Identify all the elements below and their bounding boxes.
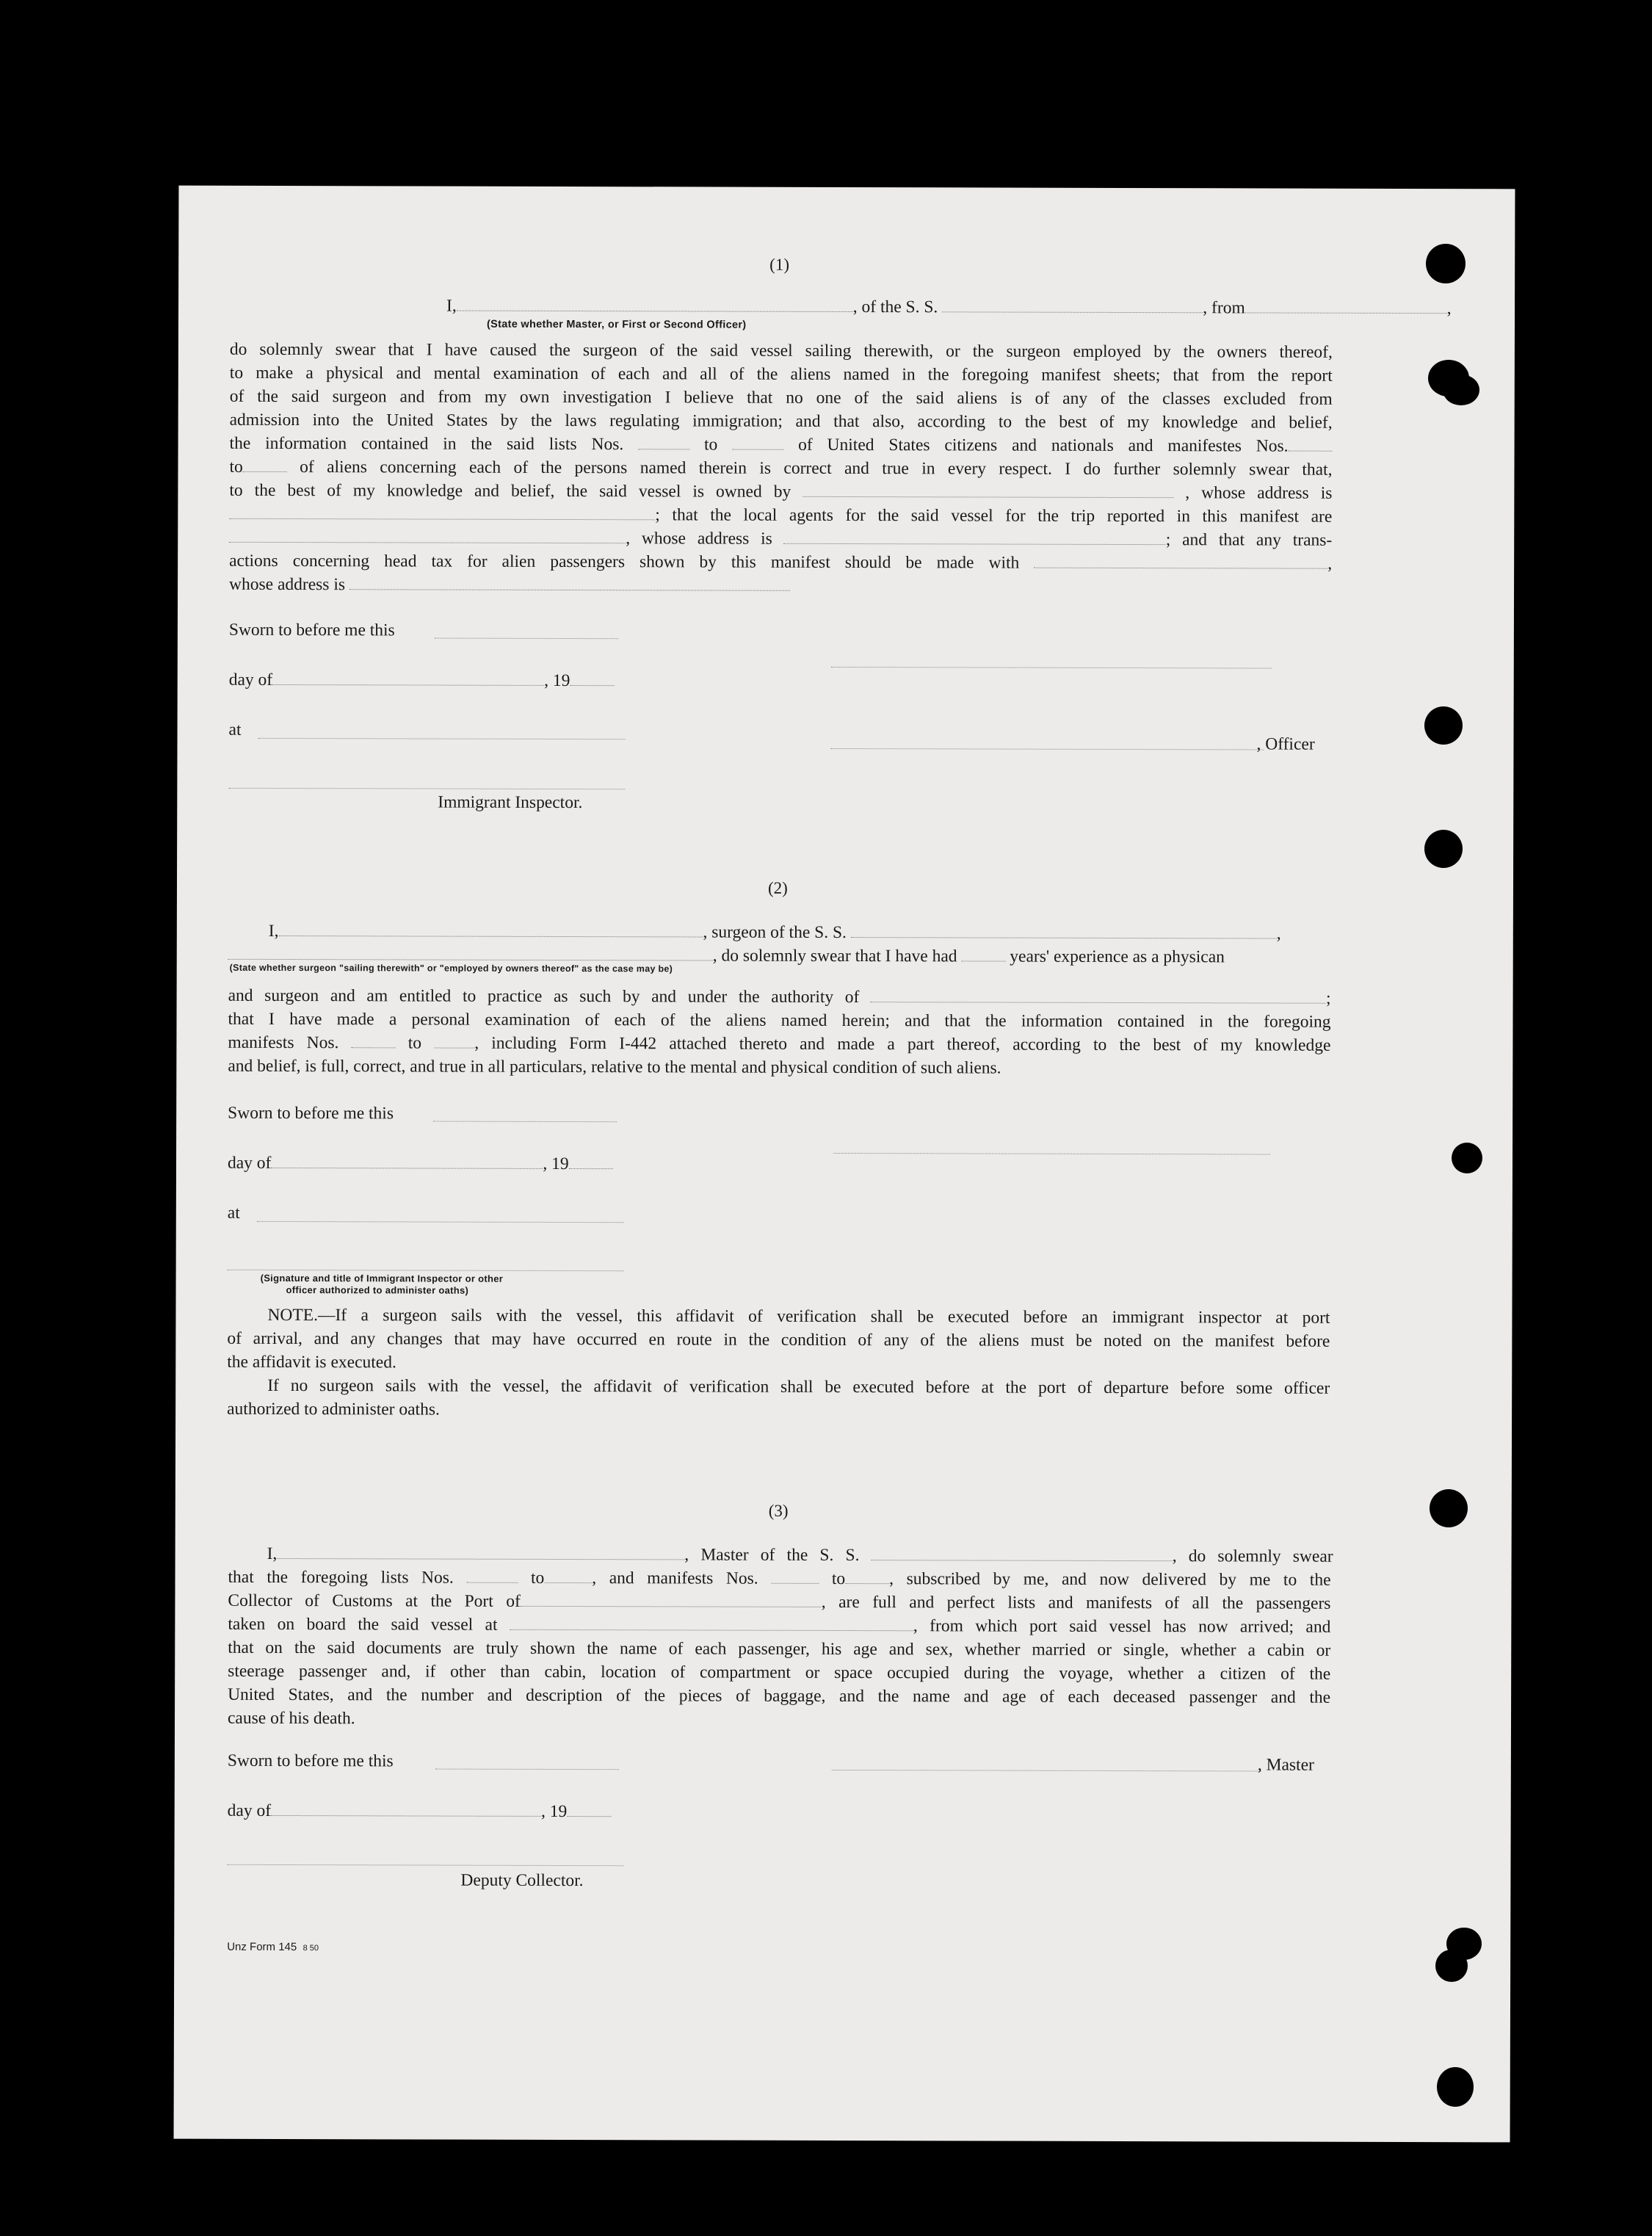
section-1-text-line: to make a physical and mental examination of each and all of the aliens named in the foregoing manifest sheets; that from the report bbox=[229, 363, 1333, 386]
section-2-caption: (State whether surgeon "sailing therewith" or "employed by owners thereof" as the case may be) bbox=[229, 962, 673, 974]
document-page bbox=[174, 186, 1515, 2143]
section-1-text-line: to the best of my knowledge and belief, the said vessel is owned by , whose address is bbox=[229, 480, 1333, 503]
section-1-text-line: the information contained in the said lists Nos. to of United States citizens and nationals and manifestes Nos. bbox=[230, 433, 1333, 459]
section-1-text-line: of the said surgeon and from my own investigation I believe that no one of the said aliens is of any of the classes excluded from bbox=[229, 386, 1333, 409]
punch-hole bbox=[1443, 375, 1479, 405]
blank bbox=[942, 298, 1203, 313]
note-line: the affidavit is executed. bbox=[227, 1352, 396, 1372]
section-2-text-line: manifests Nos. to , including Form I-442 attached thereto and made a part thereof, according to the best of my knowledge bbox=[228, 1032, 1331, 1055]
section-2-oath-line: I, , surgeon of the S. S. , bbox=[268, 921, 1281, 944]
section-3-text-line: that on the said documents are truly shown the name of each passenger, his age and sex, whether married or single, whether a cabin or bbox=[228, 1638, 1331, 1660]
note-line: authorized to administer oaths. bbox=[227, 1399, 440, 1419]
punch-hole bbox=[1424, 830, 1463, 868]
at-label: at bbox=[228, 720, 242, 739]
section-1-number: (1) bbox=[769, 255, 790, 274]
section-3-text-line: that the foregoing lists Nos. to , and manifests Nos. to , subscribed by me, and now delivered by me to the bbox=[228, 1567, 1331, 1590]
blank bbox=[1245, 299, 1447, 314]
at-blank bbox=[258, 738, 626, 739]
section-1-text-line: admission into the United States by the laws regulating immigration; and that also, according to the best of my knowledge and belief, bbox=[229, 410, 1333, 433]
section-1-text-line: whose address is bbox=[229, 574, 1332, 600]
punch-hole bbox=[1437, 2067, 1474, 2107]
at-blank bbox=[257, 1221, 624, 1223]
punch-hole bbox=[1426, 244, 1466, 283]
signature-blank bbox=[831, 667, 1272, 669]
day-of-label: day of , 19 bbox=[229, 670, 615, 691]
sworn-label: Sworn to before me this bbox=[228, 620, 395, 640]
sworn-blank bbox=[435, 638, 618, 640]
punch-hole bbox=[1424, 706, 1463, 745]
inspector-signature-blank bbox=[228, 1270, 624, 1271]
section-2-text-line: and surgeon and am entitled to practice as such by and under the authority of ; bbox=[228, 985, 1331, 1008]
note-line: of arrival, and any changes that may have occurred en route in the condition of any of the aliens must be noted on the manifest before bbox=[227, 1328, 1330, 1351]
section-3-text-line: Collector of Customs at the Port of , are full and perfect lists and manifests of all the passengers bbox=[228, 1591, 1331, 1613]
officer-blank bbox=[830, 748, 1264, 750]
section-1-oath-line: I, , of the S. S. , from , bbox=[446, 296, 1452, 319]
inspector-blank bbox=[228, 788, 625, 789]
sworn-label: Sworn to before me this bbox=[228, 1103, 394, 1124]
punch-hole bbox=[1452, 1143, 1482, 1173]
master-signature-blank bbox=[832, 1770, 1261, 1772]
punch-hole bbox=[1435, 1950, 1468, 1982]
section-1-text-line: ; that the local agents for the said vessel for the trip reported in this manifest are bbox=[229, 503, 1332, 529]
section-2-oath-line: , do solemnly swear that I have had years' experience as a physican bbox=[228, 944, 1225, 969]
sworn-blank bbox=[433, 1121, 617, 1123]
punch-hole bbox=[1430, 1489, 1468, 1527]
section-3-text-line: I, , Master of the S. S. , do solemnly swear bbox=[267, 1544, 1333, 1566]
deputy-collector-label: Deputy Collector. bbox=[460, 1870, 584, 1891]
section-2-number: (2) bbox=[767, 878, 788, 897]
pronoun: I, bbox=[446, 296, 457, 316]
form-number: Unz Form 145 8 50 bbox=[227, 1940, 319, 1954]
collector-blank bbox=[227, 1864, 623, 1866]
section-1-text-line: actions concerning head tax for alien passengers shown by this manifest should be made with , bbox=[229, 551, 1333, 574]
signature-blank bbox=[833, 1153, 1270, 1155]
section-3-text-line: taken on board the said vessel at , from which port said vessel has now arrived; and bbox=[228, 1614, 1331, 1637]
section-3-number: (3) bbox=[768, 1501, 789, 1520]
section-3-text-line: United States, and the number and description of the pieces of baggage, and the name and age of each deceased passenger and the bbox=[228, 1685, 1331, 1707]
section-1-caption: (State whether Master, or First or Second Officer) bbox=[486, 318, 747, 331]
signature-caption: officer authorized to administer oaths) bbox=[286, 1284, 469, 1296]
officer-label: , Officer bbox=[1256, 734, 1315, 754]
blank bbox=[457, 297, 853, 312]
section-1-text-line: to of aliens concerning each of the persons named therein is correct and true in every respect. I do further solemnly swear that, bbox=[229, 457, 1333, 480]
immigrant-inspector-label: Immigrant Inspector. bbox=[438, 792, 583, 813]
day-of-label: day of , 19 bbox=[228, 1801, 612, 1822]
section-3-text-line: steerage passenger and, if other than cabin, location of compartment or space occupied during the voyage, whether a citizen of the bbox=[228, 1661, 1331, 1684]
sworn-blank bbox=[435, 1769, 619, 1770]
section-2-text-line: that I have made a personal examination of each of the aliens named herein; and that the information contained in the foregoing bbox=[228, 1009, 1331, 1032]
at-label: at bbox=[227, 1203, 240, 1223]
note-line: If no surgeon sails with the vessel, the affidavit of verification shall be executed before at the port of departure before some officer bbox=[267, 1375, 1330, 1398]
master-label: , Master bbox=[1257, 1755, 1314, 1775]
section-3-text-line: cause of his death. bbox=[227, 1708, 355, 1729]
section-2-text-line: and belief, is full, correct, and true in all particulars, relative to the mental and physical condition of such aliens. bbox=[228, 1056, 1001, 1078]
note-line: NOTE.—If a surgeon sails with the vessel, this affidavit of verification shall be executed before an immigrant inspector at port bbox=[267, 1305, 1330, 1328]
section-1-text-line: , whose address is ; and that any trans- bbox=[229, 527, 1332, 553]
section-1-text-line: do solemnly swear that I have caused the surgeon of the said vessel sailing therewith, or the surgeon employed by the owners thereof, bbox=[229, 339, 1333, 362]
day-of-label: day of , 19 bbox=[228, 1154, 613, 1174]
sworn-label: Sworn to before me this bbox=[227, 1751, 394, 1771]
signature-caption: (Signature and title of Immigrant Inspector or other bbox=[260, 1272, 504, 1284]
